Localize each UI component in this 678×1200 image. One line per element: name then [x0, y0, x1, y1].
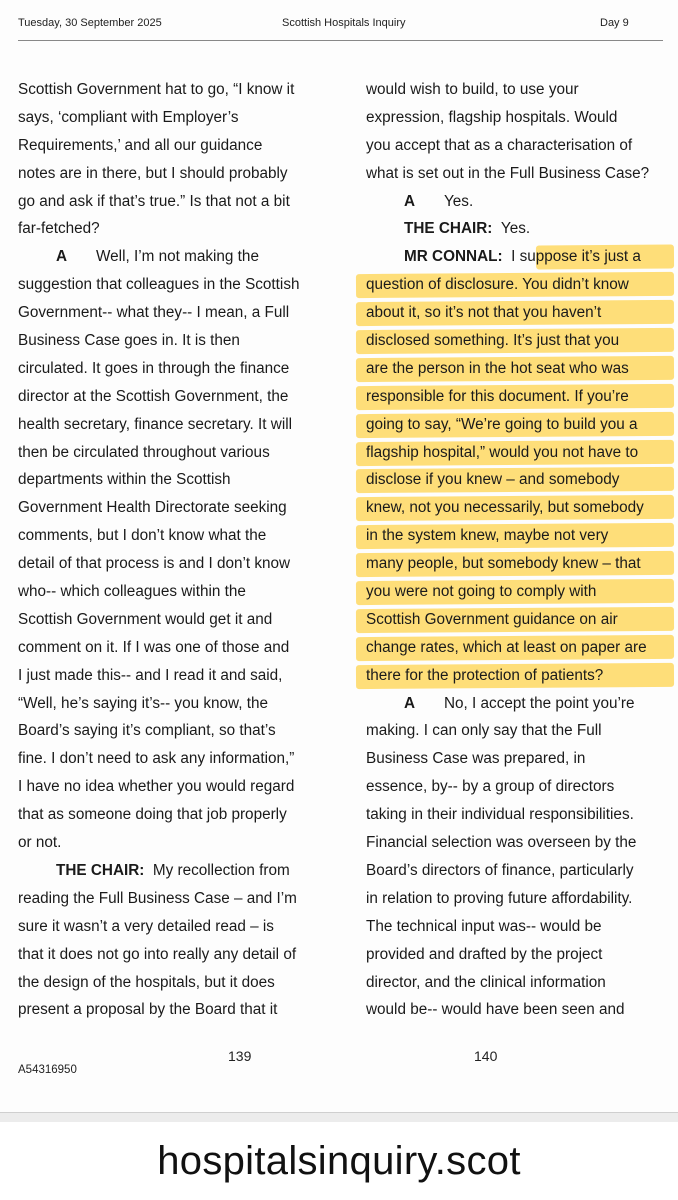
- highlighted-line: [366, 634, 666, 662]
- right-column: [366, 76, 666, 1024]
- text-line: making. I can only say that the Full: [366, 722, 602, 740]
- text-line: present a proposal by the Board that it: [18, 1001, 278, 1019]
- text-line: I suppose it’s just a: [511, 248, 641, 266]
- answer-line: [366, 690, 666, 718]
- highlighted-line: [366, 522, 666, 550]
- text-line: you were not going to comply with: [366, 583, 597, 601]
- text-line: in relation to proving future affordability.: [366, 889, 633, 907]
- text-line: about it, so it’s not that you haven’t: [366, 304, 602, 322]
- text-line: in the system knew, maybe not very: [366, 527, 609, 545]
- header-title: Scottish Hospitals Inquiry: [282, 17, 406, 29]
- chair-line: [366, 215, 666, 243]
- highlighted-line: [366, 578, 666, 606]
- text-line: I just made this-- and I read it and said,: [18, 666, 283, 684]
- text-line: Business Case was prepared, in: [366, 750, 586, 768]
- text-line: Government-- what they-- I mean, a Full: [18, 304, 290, 322]
- highlighted-line: [366, 383, 666, 411]
- text-line: director, and the clinical information: [366, 973, 606, 991]
- text-line: flagship hospital,” would you not have to: [366, 443, 639, 461]
- connal-label: MR CONNAL:: [404, 248, 503, 266]
- text-line: Board’s directors of finance, particularly: [366, 861, 634, 879]
- text-line: there for the protection of patients?: [366, 666, 604, 684]
- chair-line: [18, 857, 318, 885]
- text-line: departments within the Scottish: [18, 471, 231, 489]
- text-line: what is set out in the Full Business Case?: [366, 164, 650, 182]
- text-line: go and ask if that’s true.” Is that not a bit: [18, 192, 290, 210]
- text-line: change rates, which at least on paper are: [366, 638, 647, 656]
- text-line: reading the Full Business Case – and I’m: [18, 889, 297, 907]
- text-line: fine. I don’t need to ask any information,”: [18, 750, 295, 768]
- text-line: Government Health Directorate seeking: [18, 499, 287, 517]
- footer-banner: [0, 1122, 678, 1200]
- highlighted-line: [366, 439, 666, 467]
- answer-line: [18, 243, 318, 271]
- text-line: says, ‘compliant with Employer’s: [18, 108, 239, 126]
- highlighted-line: [366, 606, 666, 634]
- text-line: are the person in the hot seat who was: [366, 359, 629, 377]
- text-line: would be-- would have been seen and: [366, 1001, 625, 1019]
- text-line: Scottish Government hat to go, “I know it: [18, 81, 295, 98]
- text-line: that it does not go into really any detail of: [18, 945, 297, 963]
- answer-label: A: [404, 694, 416, 712]
- chair-label: THE CHAIR:: [56, 861, 145, 879]
- page-number-left: 139: [228, 1048, 252, 1064]
- text-line: sure it wasn’t a very detailed read – is: [18, 917, 274, 935]
- highlighted-line: [366, 494, 666, 522]
- text-line: or not.: [18, 834, 62, 852]
- text-line: disclose if you knew – and somebody: [366, 471, 620, 489]
- connal-line: [366, 243, 666, 271]
- text-line: Financial selection was overseen by the: [366, 834, 637, 852]
- text-line: that as someone doing that job properly: [18, 806, 287, 824]
- highlighted-line: [366, 299, 666, 327]
- text-line: disclosed something. It’s just that you: [366, 332, 620, 350]
- text-line: Business Case goes in. It is then: [18, 332, 240, 350]
- text-line: Well, I’m not making the: [96, 248, 259, 266]
- chair-label: THE CHAIR:: [404, 220, 493, 238]
- document-id: A54316950: [18, 1064, 77, 1076]
- text-line: notes are in there, but I should probably: [18, 164, 288, 182]
- header-date: Tuesday, 30 September 2025: [18, 17, 162, 29]
- text-line: Scottish Government would get it and: [18, 610, 273, 628]
- text-line: Requirements,’ and all our guidance: [18, 136, 263, 154]
- text-line: No, I accept the point you’re: [444, 694, 635, 712]
- text-line: far-fetched?: [18, 220, 100, 238]
- header-day: Day 9: [600, 17, 629, 29]
- text-line: question of disclosure. You didn’t know: [366, 276, 629, 294]
- text-line: taking in their individual responsibilities.: [366, 806, 634, 824]
- text-line: comments, but I don’t know what the: [18, 527, 267, 545]
- text-line: suggestion that colleagues in the Scottish: [18, 276, 300, 294]
- text-line: Scottish Government guidance on air: [366, 610, 618, 628]
- text-line: Yes.: [444, 192, 474, 210]
- highlighted-line: [366, 271, 666, 299]
- text-line: Board’s saying it’s compliant, so that’s: [18, 722, 276, 740]
- text-line: director at the Scottish Government, the: [18, 387, 289, 405]
- text-line: expression, flagship hospitals. Would: [366, 108, 618, 126]
- text-line: the design of the hospitals, but it does: [18, 973, 275, 991]
- text-line: health secretary, finance secretary. It will: [18, 415, 293, 433]
- highlighted-line: [366, 411, 666, 439]
- highlighted-line: [366, 466, 666, 494]
- text-line: you accept that as a characterisation of: [366, 136, 633, 154]
- text-line: detail of that process is and I don’t know: [18, 555, 291, 573]
- text-line: comment on it. If I was one of those and: [18, 638, 290, 656]
- highlighted-line: [366, 662, 666, 690]
- page-number-right: 140: [474, 1048, 498, 1064]
- text-line: essence, by-- by a group of directors: [366, 778, 615, 796]
- text-line: would wish to build, to use your: [366, 81, 579, 98]
- header-divider: [18, 40, 663, 41]
- text-line: going to say, “We’re going to build you a: [366, 415, 638, 433]
- text-line: I have no idea whether you would regard: [18, 778, 295, 796]
- text-line: circulated. It goes in through the finance: [18, 359, 290, 377]
- answer-label: A: [404, 192, 416, 210]
- text-line: many people, but somebody knew – that: [366, 555, 641, 573]
- text-line: who-- which colleagues within the: [18, 583, 246, 601]
- text-line: “Well, he’s saying it’s-- you know, the: [18, 694, 268, 712]
- highlighted-line: [366, 355, 666, 383]
- text-line: knew, not you necessarily, but somebody: [366, 499, 644, 517]
- footer-site: hospitalsinquiry.scot: [157, 1138, 521, 1183]
- answer-line: [366, 188, 666, 216]
- text-line: provided and drafted by the project: [366, 945, 603, 963]
- highlighted-line: [366, 327, 666, 355]
- answer-label: A: [56, 248, 68, 266]
- highlighted-line: [366, 550, 666, 578]
- text-line: My recollection from: [152, 861, 290, 879]
- text-line: then be circulated throughout various: [18, 443, 270, 461]
- text-line: responsible for this document. If you’re: [366, 387, 629, 405]
- left-column: [18, 76, 318, 1024]
- text-line: Yes.: [500, 220, 531, 238]
- text-line: The technical input was-- would be: [366, 917, 602, 935]
